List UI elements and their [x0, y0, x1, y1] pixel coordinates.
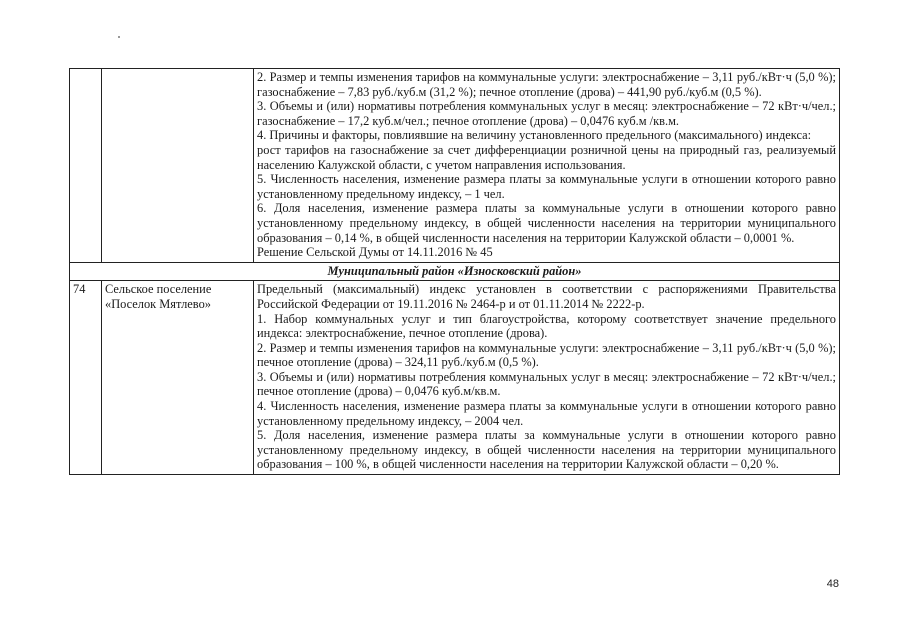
paragraph-basis: Предельный (максимальный) индекс установлен в соответствии с распоряжениями Правительства Российской Федерации от 19.11.2016 № 2464-р и от 01.11.2014 № 2222-р. — [257, 282, 836, 311]
section-row — [70, 262, 840, 281]
table-row — [70, 69, 840, 263]
paragraph-tariffs: 2. Размер и темпы изменения тарифов на коммунальные услуги: электроснабжение – 3,11 руб./кВт·ч (5,0 %); газоснабжение – 7,83 руб./куб.м (31,2 %); печное отопление (дрова) – 441,90 руб./куб.м (0,5 %). — [257, 70, 836, 99]
paragraph-consumption: 3. Объемы и (или) нормативы потребления коммунальных услуг в месяц: электроснабжение – 72 кВт·ч/чел.; газоснабжение – 17,2 куб.м/чел.; печное отопление (дрова) – 0,0476 куб.м /кв.м. — [257, 99, 836, 128]
scan-speck — [118, 36, 120, 38]
table-row — [70, 281, 840, 475]
paragraph-population: 4. Численность населения, изменение размера платы за коммунальные услуги в отношении которого равно установленному предельному индексу, – 2004 чел. — [257, 399, 836, 428]
details-cell — [254, 281, 840, 475]
paragraph-population-share: 5. Доля населения, изменение размера платы за коммунальные услуги в отношении которого равно установленному предельному индексу, в общей численности населения на территории муниципального образования – 100 %, в общей численности населения на территории Калужской области – 0,20 %. — [257, 428, 836, 472]
details-cell — [254, 69, 840, 263]
row-number: 74 — [70, 281, 102, 475]
paragraph-population-share: 6. Доля населения, изменение размера платы за коммунальные услуги в отношении которого равно установленному предельному индексу, в общей численности населения на территории муниципального образования – 0,14 %, в общей численности населения на территории Калужской области – 0,0001 %. — [257, 201, 836, 245]
paragraph-population: 5. Численность населения, изменение размера платы за коммунальные услуги в отношении которого равно установленному предельному индексу, – 1 чел. — [257, 172, 836, 201]
settlement-name: Сельское поселение «Поселок Мятлево» — [102, 281, 254, 475]
paragraph-decision: Решение Сельской Думы от 14.11.2016 № 45 — [257, 245, 493, 260]
paragraph-tariffs: 2. Размер и темпы изменения тарифов на коммунальные услуги: электроснабжение – 3,11 руб./кВт·ч (5,0 %); печное отопление (дрова) – 324,11 руб./куб.м (0,5 %). — [257, 340, 836, 370]
section-heading: Муниципальный район «Износковский район» — [70, 262, 840, 281]
paragraph-services: 1. Набор коммунальных услуг и тип благоустройства, которому соответствует значение предельного индекса: электроснабжение, печное отопление (дрова). — [257, 311, 836, 341]
tariff-index-table — [69, 68, 840, 475]
settlement-cell — [102, 69, 254, 263]
number-cell — [70, 69, 102, 263]
paragraph-reasons-detail: рост тарифов на газоснабжение за счет дифференциации розничной цены на природный газ, реализуемый населению Калужской области, с учетом направления использования. — [257, 142, 836, 172]
page-number: 48 — [826, 578, 839, 590]
paragraph-consumption: 3. Объемы и (или) нормативы потребления коммунальных услуг в месяц: электроснабжение – 72 кВт·ч/чел.; печное отопление (дрова) – 0,0476 куб.м/кв.м. — [257, 369, 836, 399]
paragraph-reasons: 4. Причины и факторы, повлиявшие на величину установленного предельного (максимального) индекса: — [257, 128, 812, 143]
